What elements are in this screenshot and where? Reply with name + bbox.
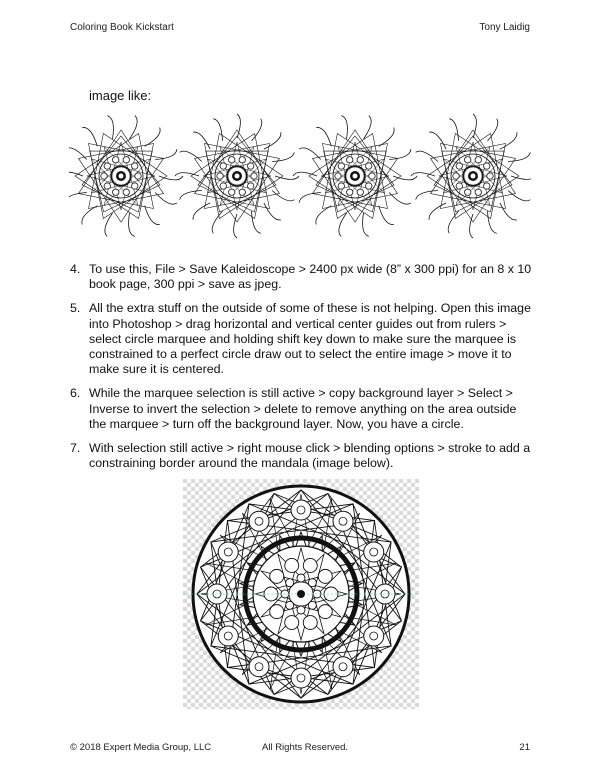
intro-text: image like: xyxy=(89,88,152,103)
footer-page-number: 21 xyxy=(519,742,530,753)
step-text: With selection still active > right mouse click > blending options > stroke to add a constraining border around the mandala (image below). xyxy=(89,441,531,471)
steps-list xyxy=(70,262,536,480)
mandala-thumbnails xyxy=(69,108,531,246)
step-text: While the marquee selection is still active > copy background layer > Select > Inverse to invert the selection > delete to remove anything on the area outside the marquee > turn off the background layer. Now, you have a circle. xyxy=(89,386,517,431)
header-title: Coloring Book Kickstart xyxy=(70,22,174,33)
mandala-thumb-4 xyxy=(411,114,531,238)
step-number: 5. xyxy=(70,301,81,316)
step-item xyxy=(70,386,536,432)
mandala-center-dot xyxy=(297,590,305,598)
mandala-thumb-1 xyxy=(69,116,183,237)
step-text: All the extra stuff on the outside of some of these is not helping. Open this image into Photoshop > drag horizontal and vertical center guides out from rulers > select circle marquee and holding shift key down to make sure the marquee is constrained to a perfect circle draw out to select the entire image > move it to make sure it is centered. xyxy=(89,301,531,377)
mandala-thumb-3 xyxy=(293,116,417,237)
footer-copyright: © 2018 Expert Media Group, LLC xyxy=(70,742,212,753)
mandala-circle-image xyxy=(183,479,419,709)
header-author: Tony Laidig xyxy=(479,22,530,33)
step-number: 7. xyxy=(70,441,81,456)
step-text: To use this, File > Save Kaleidoscope > 2400 px wide (8” x 300 ppi) for an 8 x 10 book page, 300 ppi > save as jpeg. xyxy=(89,262,532,292)
step-number: 6. xyxy=(70,386,81,401)
step-number: 4. xyxy=(70,262,81,276)
footer-rights: All Rights Reserved. xyxy=(262,742,349,753)
step-item xyxy=(70,262,536,292)
step-item xyxy=(70,301,536,377)
step-item xyxy=(70,441,536,471)
mandala-thumb-2 xyxy=(175,114,299,238)
